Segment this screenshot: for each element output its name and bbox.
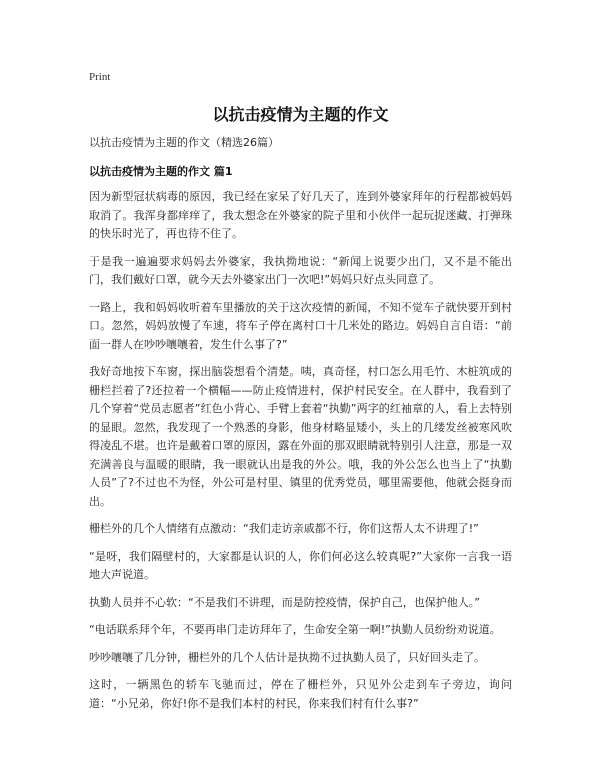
- section-heading: 以抗击疫情为主题的作文 篇1: [89, 165, 233, 178]
- paragraph: 因为新型冠状病毒的原因，我已经在家呆了好几天了，连到外婆家拜年的行程都被妈妈取消了。我浑身都痒痒了，我太想念在外婆家的院子里和小伙伴一起玩捉迷藏、打弹珠的快乐时光了，再也待不住了。: [89, 190, 512, 240]
- paragraph: “电话联系拜个年，不要再串门走访拜年了，生命安全第一啊!”执勤人员纷纷劝说道。: [89, 623, 501, 636]
- paragraph: “是呀，我们隔壁村的，大家都是认识的人，你们何必这么较真呢?”大家你一言我一语地大声说道。: [89, 549, 512, 581]
- page-title: 以抗击疫情为主题的作文: [212, 105, 389, 124]
- paragraph: 吵吵嚷嚷了几分钟，栅栏外的几个人估计是执拗不过执勤人员了，只好回头走了。: [89, 650, 485, 664]
- print-link[interactable]: Print: [89, 71, 111, 83]
- paragraph: 于是我一遍遍要求妈妈去外婆家，我执拗地说：“新闻上说要少出门，又不是不能出门，我们戴好口罩，就今天去外婆家出门一次吧!”妈妈只好点头同意了。: [89, 254, 512, 286]
- paragraph: 这时，一辆黑色的轿车飞驰而过，停在了栅栏外，只见外公走到车子旁边，询问道：“小兄弟，你好!你不是我们本村的村民，你来我们村有什么事?”: [89, 678, 512, 710]
- paragraph: 执勤人员并不心软：“不是我们不讲理，而是防控疫情，保护自己，也保护他人。”: [89, 595, 480, 609]
- paragraph: 栅栏外的几个人情绪有点激动：“我们走访亲戚都不行，你们这帮人太不讲理了!”: [89, 522, 479, 535]
- paragraph: 我好奇地按下车窗，探出脑袋想看个清楚。咦，真奇怪，村口怎么用毛竹、木桩筑成的栅栏拦着了?还拉着一个横幅——防止疫情进村，保护村民安全。在人群中，我看到了几个穿着“党员志愿者”红色小背心、手臂上套着“执勤”两字的红袖章的人，看上去特别的显眼。忽然，我发现了一个熟悉的身影，他身材略显矮小，头上的几缕发丝被寒风吹得凌乱不堪。也许是戴着口罩的原因，露在外面的那双眼睛就特别引人注意，那是一双充满善良与温暖的眼睛，我一眼就认出是我的外公。哦，我的外公怎么也当上了“执勤人员”了?不过也不为怪，外公可是村里、镇里的优秀党员，哪里需要他，他就会挺身而出。: [89, 365, 512, 508]
- paragraph: 一路上，我和妈妈收听着车里播放的关于这次疫情的新闻，不知不觉车子就快要开到村口。忽然，妈妈放慢了车速，将车子停在离村口十几米处的路边。妈妈自言自语：“前面一群人在吵吵嚷嚷着，发生什么事了?”: [89, 300, 512, 351]
- document-subtitle: 以抗击疫情为主题的作文（精选26篇）: [89, 136, 279, 149]
